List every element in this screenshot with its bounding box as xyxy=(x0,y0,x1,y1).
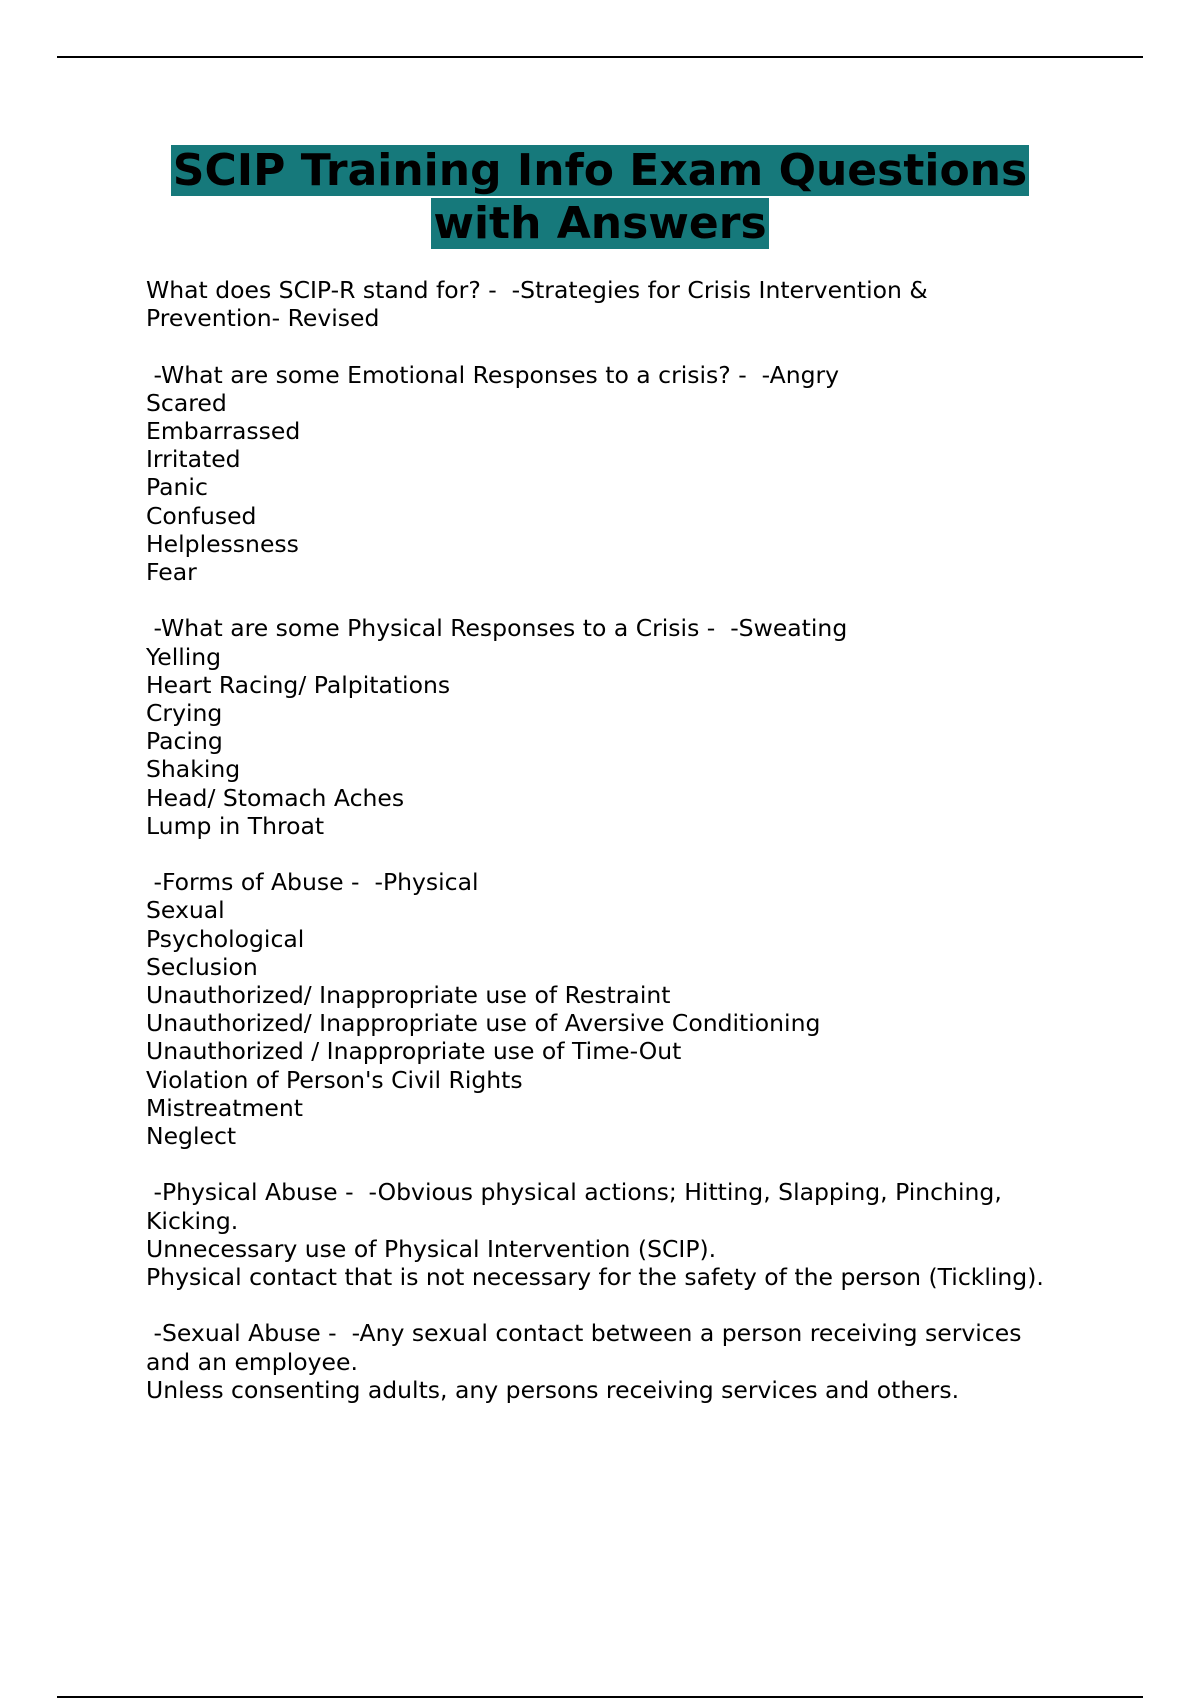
question-line: -Forms of Abuse - -Physical xyxy=(146,868,479,897)
qa-block xyxy=(146,1178,1096,1291)
question-line: -Physical Abuse - -Obvious physical actions; Hitting, Slapping, Pinching, xyxy=(146,1178,1002,1207)
answer-line: Prevention- Revised xyxy=(146,304,380,333)
answer-line: Mistreatment xyxy=(146,1093,303,1122)
question-line: -What are some Physical Responses to a Crisis - -Sweating xyxy=(146,614,848,643)
top-rule xyxy=(57,56,1143,58)
answer-line: Head/ Stomach Aches xyxy=(146,783,405,812)
document-body xyxy=(146,276,1096,1432)
title-line-1: SCIP Training Info Exam Questions xyxy=(172,145,1028,196)
answer-line: Unnecessary use of Physical Intervention (SCIP). xyxy=(146,1234,717,1263)
answer-line: Kicking. xyxy=(146,1206,239,1235)
question-line: -What are some Emotional Responses to a crisis? - -Angry xyxy=(146,360,840,389)
answer-line: Crying xyxy=(146,699,223,728)
answer-line: Physical contact that is not necessary for the safety of the person (Tickling). xyxy=(146,1263,1044,1292)
answer-line: Seclusion xyxy=(146,952,258,981)
qa-block xyxy=(146,614,1096,840)
question-line: -Sexual Abuse - -Any sexual contact between a person receiving services xyxy=(146,1319,1022,1348)
qa-block xyxy=(146,276,1096,332)
title-line-2: with Answers xyxy=(433,198,767,249)
answer-line: Psychological xyxy=(146,924,305,953)
answer-line: Pacing xyxy=(146,727,223,756)
answer-line: Shaking xyxy=(146,755,241,784)
answer-line: Lump in Throat xyxy=(146,811,325,840)
answer-line: Neglect xyxy=(146,1122,237,1151)
question-line: What does SCIP-R stand for? - -Strategies for Crisis Intervention & xyxy=(146,276,928,304)
bottom-rule xyxy=(57,1696,1143,1698)
answer-line: Sexual xyxy=(146,896,225,925)
answer-line: Violation of Person's Civil Rights xyxy=(146,1065,523,1094)
answer-line: Fear xyxy=(146,558,197,587)
answer-line: Confused xyxy=(146,501,257,530)
answer-line: Unauthorized/ Inappropriate use of Aversive Conditioning xyxy=(146,1009,821,1038)
page-title xyxy=(0,144,1200,250)
answer-line: Embarrassed xyxy=(146,417,301,445)
answer-line: Helplessness xyxy=(146,529,299,558)
answer-line: Yelling xyxy=(146,642,222,671)
answer-line: Scared xyxy=(146,388,227,417)
qa-block xyxy=(146,1319,1096,1404)
answer-line: Heart Racing/ Palpitations xyxy=(146,670,451,699)
qa-block xyxy=(146,868,1096,1150)
answer-line: Unauthorized/ Inappropriate use of Restraint xyxy=(146,981,671,1010)
answer-line: Unauthorized / Inappropriate use of Time-Out xyxy=(146,1037,682,1066)
qa-block xyxy=(146,361,1096,587)
answer-line: Irritated xyxy=(146,445,241,474)
answer-line: Unless consenting adults, any persons receiving services and others. xyxy=(146,1375,960,1404)
answer-line: Panic xyxy=(146,473,208,502)
answer-line: and an employee. xyxy=(146,1347,358,1376)
